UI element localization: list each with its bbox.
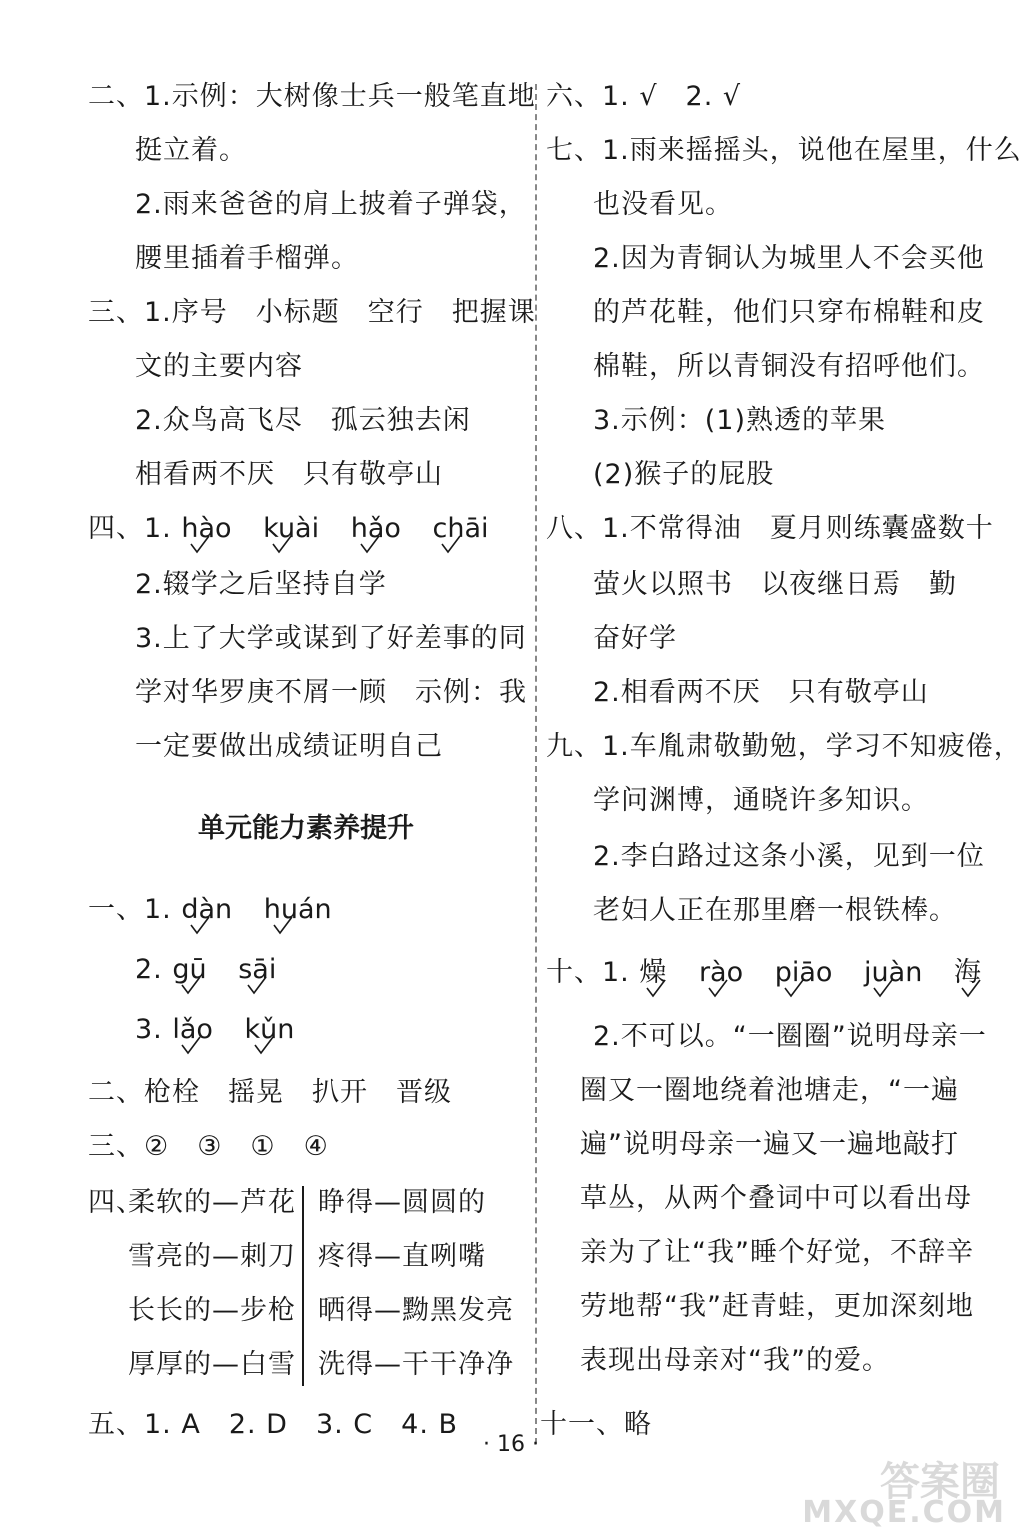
check-mark-icon <box>253 1035 275 1055</box>
answer-line: 一定要做出成绩证明自己 <box>135 731 443 762</box>
check-mark-icon <box>359 534 381 554</box>
answer-line: 十一、略 <box>540 1409 652 1440</box>
match-divider <box>302 1186 304 1386</box>
answer-line: 老妇人正在那里磨一根铁棒。 <box>593 895 957 926</box>
answer-line: 的芦花鞋，他们只穿布棉鞋和皮 <box>593 297 985 328</box>
answer-line: 2.辍学之后坚持自学 <box>135 569 387 600</box>
match-right: 洗得—干干净净 <box>318 1349 514 1380</box>
item-prefix: 3. <box>135 1014 163 1045</box>
corrected-char: 燥 <box>639 948 667 998</box>
pinyin: dàn <box>181 885 232 935</box>
check-mark-icon <box>707 978 729 998</box>
pinyin: piāo <box>775 948 833 998</box>
match-prefix: 四、 <box>88 1187 144 1218</box>
answer-line: 草丛，从两个叠词中可以看出母 <box>580 1183 972 1214</box>
check-mark-icon <box>271 534 293 554</box>
corrected-char: 海 <box>954 948 982 998</box>
pinyin: rào <box>699 948 743 998</box>
pinyin: juàn <box>864 948 922 998</box>
pinyin: chāi <box>432 504 488 554</box>
pinyin: hǎo <box>351 504 401 554</box>
answer-line: 相看两不厌 只有敬亭山 <box>135 459 443 490</box>
match-right: 睁得—圆圆的 <box>318 1187 486 1218</box>
answer-line: 萤火以照书 以夜继日焉 勤 <box>593 569 957 600</box>
match-left: 雪亮的—刺刀 <box>128 1241 296 1272</box>
answer-line: 2.李白路过这条小溪，见到一位 <box>593 841 985 872</box>
pinyin: sāi <box>238 945 276 995</box>
answer-line: 3.上了大学或谋到了好差事的同 <box>135 623 527 654</box>
check-mark-icon <box>783 978 805 998</box>
check-mark-icon <box>189 534 211 554</box>
pinyin: huán <box>264 885 332 935</box>
answer-line: 三、1.序号 小标题 空行 把握课 <box>88 297 536 328</box>
check-mark-icon <box>189 915 211 935</box>
answer-line: 五、1. A 2. D 3. C 4. B <box>88 1409 459 1440</box>
check-mark-icon <box>645 978 667 998</box>
item-prefix: 四、1. <box>88 513 172 544</box>
check-mark-icon <box>960 978 982 998</box>
answer-line: 表现出母亲对“我”的爱。 <box>580 1345 890 1376</box>
pinyin: gū <box>172 945 206 995</box>
answer-line: 挺立着。 <box>135 135 247 166</box>
answer-line: 2.雨来爸爸的肩上披着子弹袋， <box>135 189 527 220</box>
answer-line: 文的主要内容 <box>135 351 303 382</box>
check-mark-icon <box>440 534 462 554</box>
watermark <box>802 1450 1006 1530</box>
item-prefix: 2. <box>135 954 163 985</box>
check-mark-icon <box>872 978 894 998</box>
page-number: · 16 · <box>483 1432 539 1457</box>
answer-line: 也没看见。 <box>593 189 733 220</box>
answer-line: 圈又一圈地绕着池塘走，“一遍 <box>580 1075 959 1106</box>
answer-line: 六、1. √ 2. √ <box>546 81 742 112</box>
answer-line: 2.不可以。“一圈圈”说明母亲一 <box>593 1021 987 1052</box>
answer-line: 学问渊博，通晓许多知识。 <box>593 785 929 816</box>
match-right: 疼得—直咧嘴 <box>318 1241 486 1272</box>
answer-line: 劳地帮“我”赶青蛙，更加深刻地 <box>580 1291 974 1322</box>
match-right: 晒得—黝黑发亮 <box>318 1295 514 1326</box>
answer-line: 二、1.示例：大树像士兵一般笔直地 <box>88 81 536 112</box>
watermark-text: MXQE.COM <box>802 1495 1006 1530</box>
pinyin: lǎo <box>172 1005 213 1055</box>
answer-line: 三、② ③ ① ④ <box>88 1131 329 1162</box>
answer-line: 2.众鸟高飞尽 孤云独去闲 <box>135 405 471 436</box>
answer-line: 3.示例：(1)熟透的苹果 <box>593 405 887 436</box>
pinyin: kǔn <box>245 1005 295 1055</box>
match-left: 厚厚的—白雪 <box>128 1349 296 1380</box>
answer-line: 2.因为青铜认为城里人不会买他 <box>593 243 985 274</box>
answer-line: 二、枪栓 摇晃 扒开 晋级 <box>88 1077 452 1108</box>
answer-line: 2.相看两不厌 只有敬亭山 <box>593 677 929 708</box>
answer-line: 九、1.车胤肃敬勤勉，学习不知疲倦， <box>546 731 1022 762</box>
answer-line: 学对华罗庚不屑一顾 示例：我 <box>135 677 527 708</box>
pinyin-line <box>88 945 298 995</box>
answer-line: 七、1.雨来摇摇头，说他在屋里，什么 <box>546 135 1022 166</box>
match-left: 长长的—步枪 <box>128 1295 296 1326</box>
pinyin-line <box>88 1005 316 1055</box>
item-prefix: 一、1. <box>88 894 172 925</box>
answer-line: 亲为了让“我”睡个好觉，不辞辛 <box>580 1237 974 1268</box>
pinyin-line <box>88 504 511 554</box>
answer-line: 遍”说明母亲一遍又一遍地敲打 <box>580 1129 959 1160</box>
pinyin-line <box>546 948 982 998</box>
answer-line: (2)猴子的屁股 <box>593 459 775 490</box>
answer-line: 八、1.不常得油 夏月则练囊盛数十 <box>546 513 994 544</box>
check-mark-icon <box>180 1035 202 1055</box>
item-prefix: 十、1. <box>546 957 630 988</box>
check-mark-icon <box>272 915 294 935</box>
pinyin: kuài <box>263 504 319 554</box>
watermark-logo: 答案圈 <box>880 1459 1000 1505</box>
answer-line: 奋好学 <box>593 623 677 654</box>
match-left: 柔软的—芦花 <box>128 1187 296 1218</box>
check-mark-icon <box>180 975 202 995</box>
pinyin-line <box>88 885 354 935</box>
section-title: 单元能力素养提升 <box>198 813 414 844</box>
answer-line: 腰里插着手榴弹。 <box>135 243 359 274</box>
pinyin: hào <box>181 504 231 554</box>
answer-line: 棉鞋，所以青铜没有招呼他们。 <box>593 351 985 382</box>
check-mark-icon <box>246 975 268 995</box>
